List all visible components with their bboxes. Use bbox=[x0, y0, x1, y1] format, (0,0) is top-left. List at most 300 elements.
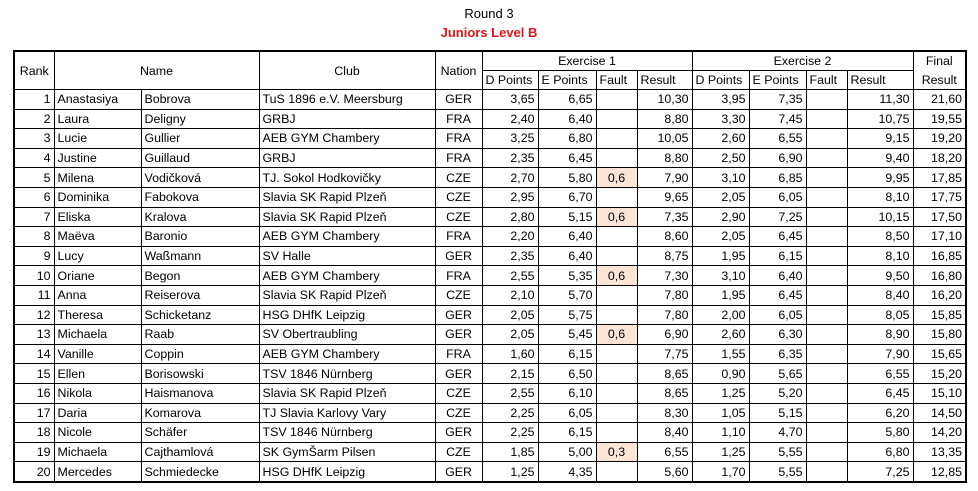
rank-cell: 5 bbox=[14, 168, 54, 188]
last-name-cell: Schicketanz bbox=[141, 305, 259, 325]
rank-cell: 11 bbox=[14, 285, 54, 305]
club-cell: TJ. Sokol Hodkovičky bbox=[259, 168, 435, 188]
final-result-cell: 13,35 bbox=[913, 442, 966, 462]
ex2-d-points-cell: 2,60 bbox=[692, 129, 749, 149]
first-name-cell: Daria bbox=[54, 403, 141, 423]
header-fault-2: Fault bbox=[806, 71, 847, 90]
ex2-e-points-cell: 6,15 bbox=[749, 246, 806, 266]
nation-cell: GER bbox=[435, 305, 482, 325]
ex1-d-points-cell: 1,25 bbox=[482, 462, 538, 482]
header-d-points-2: D Points bbox=[692, 71, 749, 90]
ex2-d-points-cell: 1,10 bbox=[692, 423, 749, 443]
first-name-cell: Oriane bbox=[54, 266, 141, 286]
last-name-cell: Kralova bbox=[141, 207, 259, 227]
rank-cell: 6 bbox=[14, 187, 54, 207]
category-title: Juniors Level B bbox=[440, 25, 538, 40]
nation-cell: CZE bbox=[435, 168, 482, 188]
nation-cell: GER bbox=[435, 462, 482, 482]
ex2-d-points-cell: 1,05 bbox=[692, 403, 749, 423]
ex1-result-cell: 5,60 bbox=[637, 462, 692, 482]
ex2-d-points-cell: 3,30 bbox=[692, 109, 749, 129]
club-cell: TSV 1846 Nürnberg bbox=[259, 423, 435, 443]
ex1-d-points-cell: 2,05 bbox=[482, 305, 538, 325]
ex2-d-points-cell: 1,95 bbox=[692, 246, 749, 266]
ex2-e-points-cell: 6,85 bbox=[749, 168, 806, 188]
rank-cell: 4 bbox=[14, 148, 54, 168]
header-nation: Nation bbox=[435, 51, 482, 90]
ex2-d-points-cell: 1,25 bbox=[692, 442, 749, 462]
first-name-cell: Nicole bbox=[54, 423, 141, 443]
nation-cell: FRA bbox=[435, 344, 482, 364]
nation-cell: CZE bbox=[435, 285, 482, 305]
last-name-cell: Vodičková bbox=[141, 168, 259, 188]
last-name-cell: Borisowski bbox=[141, 364, 259, 384]
club-cell: TJ Slavia Karlovy Vary bbox=[259, 403, 435, 423]
last-name-cell: Deligny bbox=[141, 109, 259, 129]
last-name-cell: Raab bbox=[141, 325, 259, 345]
round-title: Round 3 bbox=[464, 6, 514, 21]
ex1-fault-cell bbox=[596, 462, 637, 482]
ex2-e-points-cell: 5,55 bbox=[749, 462, 806, 482]
results-table bbox=[13, 50, 967, 483]
ex2-fault-cell bbox=[806, 462, 847, 482]
ex1-d-points-cell: 3,65 bbox=[482, 90, 538, 110]
ex2-e-points-cell: 5,20 bbox=[749, 383, 806, 403]
first-name-cell: Dominika bbox=[54, 187, 141, 207]
header-result-1: Result bbox=[637, 71, 692, 90]
club-cell: Slavia SK Rapid Plzeň bbox=[259, 383, 435, 403]
ex1-result-cell: 8,65 bbox=[637, 383, 692, 403]
ex1-e-points-cell: 6,70 bbox=[538, 187, 596, 207]
final-result-cell: 19,20 bbox=[913, 129, 966, 149]
ex2-e-points-cell: 7,25 bbox=[749, 207, 806, 227]
nation-cell: GER bbox=[435, 246, 482, 266]
ex2-result-cell: 8,05 bbox=[847, 305, 913, 325]
ex1-e-points-cell: 5,70 bbox=[538, 285, 596, 305]
ex1-result-cell: 8,30 bbox=[637, 403, 692, 423]
last-name-cell: Komarova bbox=[141, 403, 259, 423]
final-result-cell: 12,85 bbox=[913, 462, 966, 482]
rank-cell: 16 bbox=[14, 383, 54, 403]
table-row bbox=[14, 403, 966, 423]
header-e-points-1: E Points bbox=[538, 71, 596, 90]
ex1-fault-cell bbox=[596, 109, 637, 129]
ex1-fault-cell: 0,6 bbox=[596, 325, 637, 345]
ex1-result-cell: 8,75 bbox=[637, 246, 692, 266]
ex1-result-cell: 8,80 bbox=[637, 109, 692, 129]
ex2-fault-cell bbox=[806, 344, 847, 364]
table-row bbox=[14, 442, 966, 462]
ex2-fault-cell bbox=[806, 266, 847, 286]
header-club: Club bbox=[259, 51, 435, 90]
last-name-cell: Waßmann bbox=[141, 246, 259, 266]
ex2-fault-cell bbox=[806, 442, 847, 462]
ex2-result-cell: 8,90 bbox=[847, 325, 913, 345]
ex2-result-cell: 6,55 bbox=[847, 364, 913, 384]
club-cell: AEB GYM Chambery bbox=[259, 344, 435, 364]
ex2-result-cell: 8,50 bbox=[847, 227, 913, 247]
ex2-d-points-cell: 2,05 bbox=[692, 187, 749, 207]
final-result-cell: 17,85 bbox=[913, 168, 966, 188]
ex2-result-cell: 8,40 bbox=[847, 285, 913, 305]
rank-cell: 18 bbox=[14, 423, 54, 443]
ex1-result-cell: 10,05 bbox=[637, 129, 692, 149]
ex1-result-cell: 7,35 bbox=[637, 207, 692, 227]
rank-cell: 1 bbox=[14, 90, 54, 110]
nation-cell: FRA bbox=[435, 148, 482, 168]
club-cell: TuS 1896 e.V. Meersburg bbox=[259, 90, 435, 110]
first-name-cell: Justine bbox=[54, 148, 141, 168]
ex2-fault-cell bbox=[806, 305, 847, 325]
final-result-cell: 16,20 bbox=[913, 285, 966, 305]
first-name-cell: Maëva bbox=[54, 227, 141, 247]
ex2-result-cell: 7,90 bbox=[847, 344, 913, 364]
club-cell: AEB GYM Chambery bbox=[259, 129, 435, 149]
header-final-top: Final bbox=[913, 51, 966, 71]
ex1-fault-cell bbox=[596, 344, 637, 364]
ex2-e-points-cell: 5,55 bbox=[749, 442, 806, 462]
ex2-e-points-cell: 6,30 bbox=[749, 325, 806, 345]
header-fault-1: Fault bbox=[596, 71, 637, 90]
final-result-cell: 15,10 bbox=[913, 383, 966, 403]
ex1-d-points-cell: 2,55 bbox=[482, 266, 538, 286]
nation-cell: CZE bbox=[435, 187, 482, 207]
ex2-result-cell: 9,50 bbox=[847, 266, 913, 286]
final-result-cell: 16,80 bbox=[913, 266, 966, 286]
ex2-fault-cell bbox=[806, 423, 847, 443]
table-row bbox=[14, 462, 966, 482]
ex1-d-points-cell: 2,15 bbox=[482, 364, 538, 384]
nation-cell: GER bbox=[435, 325, 482, 345]
ex1-fault-cell bbox=[596, 305, 637, 325]
ex2-fault-cell bbox=[806, 129, 847, 149]
final-result-cell: 17,50 bbox=[913, 207, 966, 227]
nation-cell: GER bbox=[435, 364, 482, 384]
rank-cell: 17 bbox=[14, 403, 54, 423]
final-result-cell: 14,50 bbox=[913, 403, 966, 423]
first-name-cell: Michaela bbox=[54, 442, 141, 462]
ex1-e-points-cell: 5,15 bbox=[538, 207, 596, 227]
club-cell: Slavia SK Rapid Plzeň bbox=[259, 207, 435, 227]
last-name-cell: Cajthamlová bbox=[141, 442, 259, 462]
final-result-cell: 15,85 bbox=[913, 305, 966, 325]
ex2-result-cell: 6,80 bbox=[847, 442, 913, 462]
club-cell: GRBJ bbox=[259, 109, 435, 129]
rank-cell: 9 bbox=[14, 246, 54, 266]
ex1-fault-cell bbox=[596, 246, 637, 266]
first-name-cell: Anastasiya bbox=[54, 90, 141, 110]
first-name-cell: Mercedes bbox=[54, 462, 141, 482]
ex2-e-points-cell: 7,35 bbox=[749, 90, 806, 110]
table-row bbox=[14, 383, 966, 403]
ex1-d-points-cell: 2,25 bbox=[482, 403, 538, 423]
first-name-cell: Laura bbox=[54, 109, 141, 129]
final-result-cell: 19,55 bbox=[913, 109, 966, 129]
last-name-cell: Baronio bbox=[141, 227, 259, 247]
ex2-fault-cell bbox=[806, 148, 847, 168]
ex2-d-points-cell: 2,05 bbox=[692, 227, 749, 247]
rank-cell: 20 bbox=[14, 462, 54, 482]
last-name-cell: Begon bbox=[141, 266, 259, 286]
nation-cell: CZE bbox=[435, 403, 482, 423]
ex2-d-points-cell: 1,70 bbox=[692, 462, 749, 482]
ex1-e-points-cell: 6,40 bbox=[538, 246, 596, 266]
ex2-e-points-cell: 5,65 bbox=[749, 364, 806, 384]
ex2-result-cell: 6,20 bbox=[847, 403, 913, 423]
ex1-fault-cell bbox=[596, 423, 637, 443]
final-result-cell: 16,85 bbox=[913, 246, 966, 266]
rank-cell: 8 bbox=[14, 227, 54, 247]
ex2-e-points-cell: 5,15 bbox=[749, 403, 806, 423]
ex1-fault-cell bbox=[596, 403, 637, 423]
club-cell: SV Obertraubling bbox=[259, 325, 435, 345]
ex2-d-points-cell: 2,00 bbox=[692, 305, 749, 325]
ex2-e-points-cell: 4,70 bbox=[749, 423, 806, 443]
club-cell: SV Halle bbox=[259, 246, 435, 266]
table-row bbox=[14, 90, 966, 110]
ex1-result-cell: 10,30 bbox=[637, 90, 692, 110]
ex2-d-points-cell: 1,55 bbox=[692, 344, 749, 364]
nation-cell: FRA bbox=[435, 129, 482, 149]
ex2-result-cell: 10,15 bbox=[847, 207, 913, 227]
ex1-result-cell: 6,55 bbox=[637, 442, 692, 462]
club-cell: Slavia SK Rapid Plzeň bbox=[259, 187, 435, 207]
first-name-cell: Theresa bbox=[54, 305, 141, 325]
first-name-cell: Nikola bbox=[54, 383, 141, 403]
nation-cell: FRA bbox=[435, 227, 482, 247]
ex2-d-points-cell: 2,90 bbox=[692, 207, 749, 227]
ex2-fault-cell bbox=[806, 109, 847, 129]
final-result-cell: 15,80 bbox=[913, 325, 966, 345]
ex2-d-points-cell: 2,50 bbox=[692, 148, 749, 168]
ex1-d-points-cell: 2,05 bbox=[482, 325, 538, 345]
ex2-fault-cell bbox=[806, 246, 847, 266]
ex2-e-points-cell: 6,05 bbox=[749, 305, 806, 325]
ex2-result-cell: 7,25 bbox=[847, 462, 913, 482]
ex2-fault-cell bbox=[806, 168, 847, 188]
final-result-cell: 17,75 bbox=[913, 187, 966, 207]
ex2-result-cell: 9,15 bbox=[847, 129, 913, 149]
club-cell: SK GymŠarm Pilsen bbox=[259, 442, 435, 462]
ex2-fault-cell bbox=[806, 325, 847, 345]
ex2-fault-cell bbox=[806, 285, 847, 305]
ex1-fault-cell bbox=[596, 364, 637, 384]
ex1-d-points-cell: 1,85 bbox=[482, 442, 538, 462]
ex2-result-cell: 9,40 bbox=[847, 148, 913, 168]
first-name-cell: Vanille bbox=[54, 344, 141, 364]
ex1-fault-cell bbox=[596, 148, 637, 168]
header-rank: Rank bbox=[14, 51, 54, 90]
club-cell: TSV 1846 Nürnberg bbox=[259, 364, 435, 384]
ex1-e-points-cell: 6,15 bbox=[538, 344, 596, 364]
ex2-d-points-cell: 3,95 bbox=[692, 90, 749, 110]
table-row bbox=[14, 285, 966, 305]
first-name-cell: Anna bbox=[54, 285, 141, 305]
ex2-d-points-cell: 1,25 bbox=[692, 383, 749, 403]
final-result-cell: 15,65 bbox=[913, 344, 966, 364]
header-d-points-1: D Points bbox=[482, 71, 538, 90]
ex2-e-points-cell: 6,35 bbox=[749, 344, 806, 364]
table-row bbox=[14, 207, 966, 227]
first-name-cell: Milena bbox=[54, 168, 141, 188]
ex1-result-cell: 7,90 bbox=[637, 168, 692, 188]
table-row bbox=[14, 423, 966, 443]
ex1-e-points-cell: 6,40 bbox=[538, 109, 596, 129]
ex2-result-cell: 9,95 bbox=[847, 168, 913, 188]
ex1-d-points-cell: 2,40 bbox=[482, 109, 538, 129]
header-final-bottom: Result bbox=[913, 71, 966, 90]
ex2-fault-cell bbox=[806, 187, 847, 207]
ex1-e-points-cell: 6,05 bbox=[538, 403, 596, 423]
ex1-e-points-cell: 6,45 bbox=[538, 148, 596, 168]
last-name-cell: Fabokova bbox=[141, 187, 259, 207]
ex1-result-cell: 8,65 bbox=[637, 364, 692, 384]
ex2-e-points-cell: 6,05 bbox=[749, 187, 806, 207]
nation-cell: CZE bbox=[435, 207, 482, 227]
ex2-e-points-cell: 6,45 bbox=[749, 227, 806, 247]
table-row bbox=[14, 168, 966, 188]
ex2-e-points-cell: 6,90 bbox=[749, 148, 806, 168]
results-body bbox=[14, 90, 966, 482]
nation-cell: GER bbox=[435, 90, 482, 110]
header-exercise-2: Exercise 2 bbox=[692, 51, 913, 71]
nation-cell: FRA bbox=[435, 266, 482, 286]
table-row bbox=[14, 325, 966, 345]
final-result-cell: 15,20 bbox=[913, 364, 966, 384]
ex2-d-points-cell: 2,60 bbox=[692, 325, 749, 345]
ex1-e-points-cell: 6,10 bbox=[538, 383, 596, 403]
last-name-cell: Bobrova bbox=[141, 90, 259, 110]
ex1-result-cell: 9,65 bbox=[637, 187, 692, 207]
rank-cell: 7 bbox=[14, 207, 54, 227]
club-cell: Slavia SK Rapid Plzeň bbox=[259, 285, 435, 305]
ex1-e-points-cell: 5,45 bbox=[538, 325, 596, 345]
table-row bbox=[14, 305, 966, 325]
nation-cell: CZE bbox=[435, 442, 482, 462]
ex1-e-points-cell: 6,50 bbox=[538, 364, 596, 384]
ex1-e-points-cell: 6,15 bbox=[538, 423, 596, 443]
ex1-result-cell: 7,75 bbox=[637, 344, 692, 364]
first-name-cell: Lucy bbox=[54, 246, 141, 266]
nation-cell: FRA bbox=[435, 109, 482, 129]
rank-cell: 3 bbox=[14, 129, 54, 149]
final-result-cell: 17,10 bbox=[913, 227, 966, 247]
rank-cell: 13 bbox=[14, 325, 54, 345]
ex2-fault-cell bbox=[806, 403, 847, 423]
ex1-result-cell: 7,30 bbox=[637, 266, 692, 286]
ex1-fault-cell bbox=[596, 187, 637, 207]
club-cell: AEB GYM Chambery bbox=[259, 266, 435, 286]
ex2-d-points-cell: 3,10 bbox=[692, 168, 749, 188]
ex2-result-cell: 5,80 bbox=[847, 423, 913, 443]
ex1-d-points-cell: 2,55 bbox=[482, 383, 538, 403]
ex1-e-points-cell: 5,80 bbox=[538, 168, 596, 188]
nation-cell: GER bbox=[435, 423, 482, 443]
ex1-fault-cell bbox=[596, 383, 637, 403]
ex2-fault-cell bbox=[806, 364, 847, 384]
ex1-result-cell: 6,90 bbox=[637, 325, 692, 345]
header-e-points-2: E Points bbox=[749, 71, 806, 90]
final-result-cell: 21,60 bbox=[913, 90, 966, 110]
club-cell: HSG DHfK Leipzig bbox=[259, 462, 435, 482]
final-result-cell: 14,20 bbox=[913, 423, 966, 443]
first-name-cell: Eliska bbox=[54, 207, 141, 227]
first-name-cell: Michaela bbox=[54, 325, 141, 345]
ex2-fault-cell bbox=[806, 227, 847, 247]
ex1-d-points-cell: 2,35 bbox=[482, 246, 538, 266]
ex2-fault-cell bbox=[806, 90, 847, 110]
ex1-e-points-cell: 5,35 bbox=[538, 266, 596, 286]
ex1-fault-cell bbox=[596, 129, 637, 149]
last-name-cell: Guillaud bbox=[141, 148, 259, 168]
ex1-d-points-cell: 2,20 bbox=[482, 227, 538, 247]
ex1-result-cell: 7,80 bbox=[637, 305, 692, 325]
ex1-e-points-cell: 5,00 bbox=[538, 442, 596, 462]
ex1-d-points-cell: 2,35 bbox=[482, 148, 538, 168]
last-name-cell: Schäfer bbox=[141, 423, 259, 443]
ex1-e-points-cell: 4,35 bbox=[538, 462, 596, 482]
table-row bbox=[14, 246, 966, 266]
ex2-d-points-cell: 1,95 bbox=[692, 285, 749, 305]
rank-cell: 10 bbox=[14, 266, 54, 286]
ex2-e-points-cell: 6,55 bbox=[749, 129, 806, 149]
ex2-e-points-cell: 6,40 bbox=[749, 266, 806, 286]
ex2-e-points-cell: 6,45 bbox=[749, 285, 806, 305]
ex2-fault-cell bbox=[806, 383, 847, 403]
ex1-fault-cell: 0,6 bbox=[596, 168, 637, 188]
rank-cell: 19 bbox=[14, 442, 54, 462]
ex2-d-points-cell: 3,10 bbox=[692, 266, 749, 286]
ex2-d-points-cell: 0,90 bbox=[692, 364, 749, 384]
last-name-cell: Reiserova bbox=[141, 285, 259, 305]
ex2-result-cell: 8,10 bbox=[847, 246, 913, 266]
ex1-result-cell: 8,40 bbox=[637, 423, 692, 443]
ex1-result-cell: 7,80 bbox=[637, 285, 692, 305]
header-exercise-1: Exercise 1 bbox=[482, 51, 692, 71]
ex2-result-cell: 6,45 bbox=[847, 383, 913, 403]
last-name-cell: Schmiedecke bbox=[141, 462, 259, 482]
ex2-result-cell: 11,30 bbox=[847, 90, 913, 110]
ex1-fault-cell: 0,6 bbox=[596, 207, 637, 227]
ex1-d-points-cell: 2,80 bbox=[482, 207, 538, 227]
ex1-e-points-cell: 6,40 bbox=[538, 227, 596, 247]
rank-cell: 15 bbox=[14, 364, 54, 384]
rank-cell: 14 bbox=[14, 344, 54, 364]
ex2-result-cell: 10,75 bbox=[847, 109, 913, 129]
club-cell: AEB GYM Chambery bbox=[259, 227, 435, 247]
header-name: Name bbox=[54, 51, 259, 90]
ex1-d-points-cell: 2,70 bbox=[482, 168, 538, 188]
rank-cell: 12 bbox=[14, 305, 54, 325]
ex1-d-points-cell: 1,60 bbox=[482, 344, 538, 364]
first-name-cell: Ellen bbox=[54, 364, 141, 384]
ex2-fault-cell bbox=[806, 207, 847, 227]
club-cell: GRBJ bbox=[259, 148, 435, 168]
first-name-cell: Lucie bbox=[54, 129, 141, 149]
ex1-fault-cell: 0,6 bbox=[596, 266, 637, 286]
rank-cell: 2 bbox=[14, 109, 54, 129]
ex1-d-points-cell: 2,10 bbox=[482, 285, 538, 305]
table-row bbox=[14, 266, 966, 286]
ex1-result-cell: 8,80 bbox=[637, 148, 692, 168]
ex2-e-points-cell: 7,45 bbox=[749, 109, 806, 129]
ex1-fault-cell bbox=[596, 227, 637, 247]
table-row bbox=[14, 364, 966, 384]
nation-cell: CZE bbox=[435, 383, 482, 403]
ex1-fault-cell: 0,3 bbox=[596, 442, 637, 462]
table-row bbox=[14, 344, 966, 364]
ex1-fault-cell bbox=[596, 90, 637, 110]
